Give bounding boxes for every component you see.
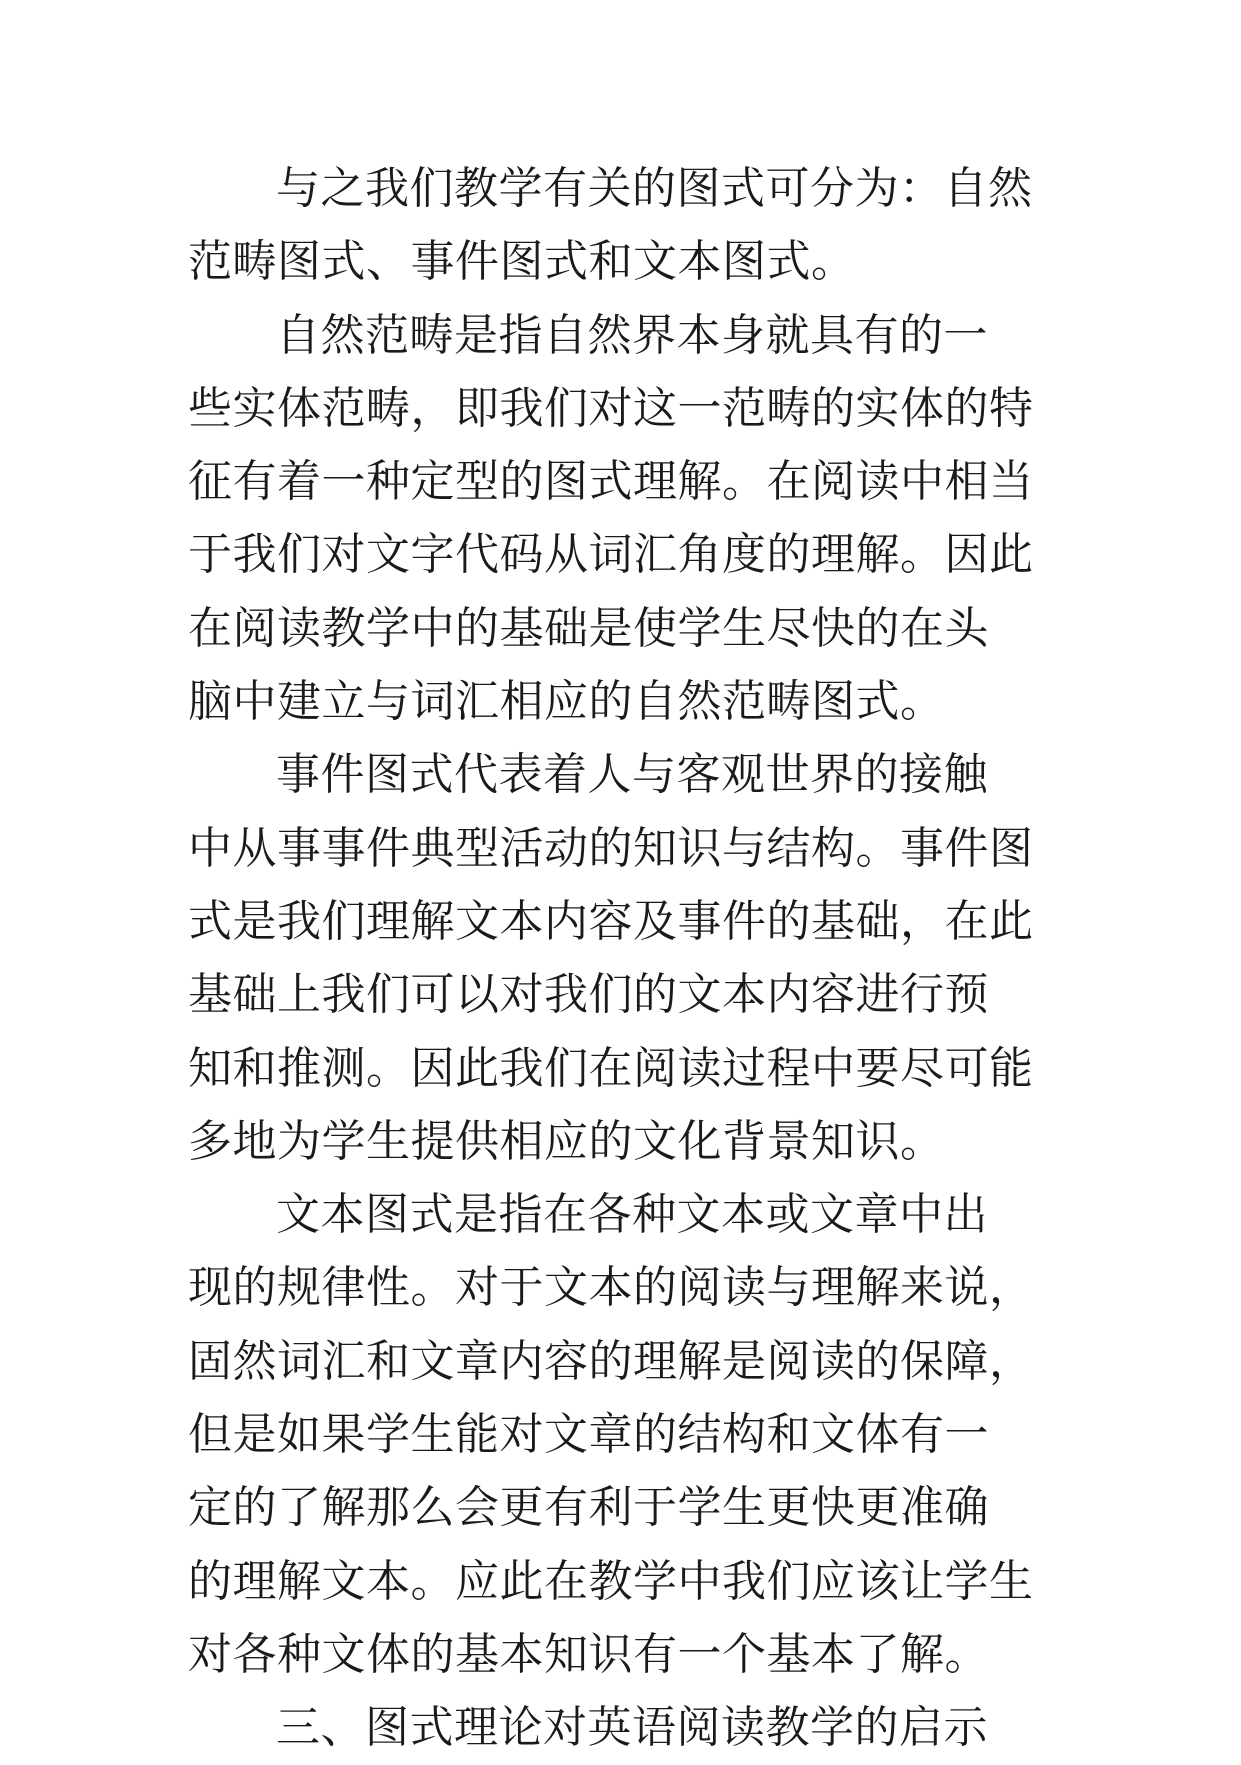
text-line: 基础上我们可以对我们的文本内容进行预 [188,969,989,1021]
text-line: 自然范畴是指自然界本身就具有的一 [276,309,988,361]
text-line: 征有着一种定型的图式理解。在阅读中相当 [188,456,1034,508]
text-line: 与之我们教学有关的图式可分为：自然 [276,163,1033,214]
text-line: 文本图式是指在各种文本或文章中出 [276,1189,988,1241]
text-line: 中从事事件典型活动的知识与结构。事件图 [188,822,1034,874]
text-line: 些实体范畴，即我们对这一范畴的实体的特 [188,382,1034,434]
text-line: 脑中建立与词汇相应的自然范畴图式。 [188,676,945,728]
text-line: 知和推测。因此我们在阅读过程中要尽可能 [188,1042,1034,1094]
text-line: 多地为学生提供相应的文化背景知识。 [188,1115,945,1167]
text-line: 对各种文体的基本知识有一个基本了解。 [188,1628,989,1680]
text-line: 的理解文本。应此在教学中我们应该让学生 [188,1555,1034,1607]
body-text [188,152,1068,1765]
text-line: 式是我们理解文本内容及事件的基础，在此 [188,895,1034,947]
text-line: 事件图式代表着人与客观世界的接触 [276,749,988,801]
text-line: 在阅读教学中的基础是使学生尽快的在头 [188,602,989,654]
text-line: 于我们对文字代码从词汇角度的理解。因此 [188,529,1034,581]
text-line: 但是如果学生能对文章的结构和文体有一 [188,1409,989,1461]
text-line: 定的了解那么会更有利于学生更快更准确 [188,1482,989,1534]
text-line: 固然词汇和文章内容的理解是阅读的保障， [188,1335,1034,1387]
text-line: 现的规律性。对于文本的阅读与理解来说， [188,1262,1034,1314]
text-line: 范畴图式、事件图式和文本图式。 [188,236,856,288]
section-heading: 三、图式理论对英语阅读教学的启示 [276,1702,988,1754]
